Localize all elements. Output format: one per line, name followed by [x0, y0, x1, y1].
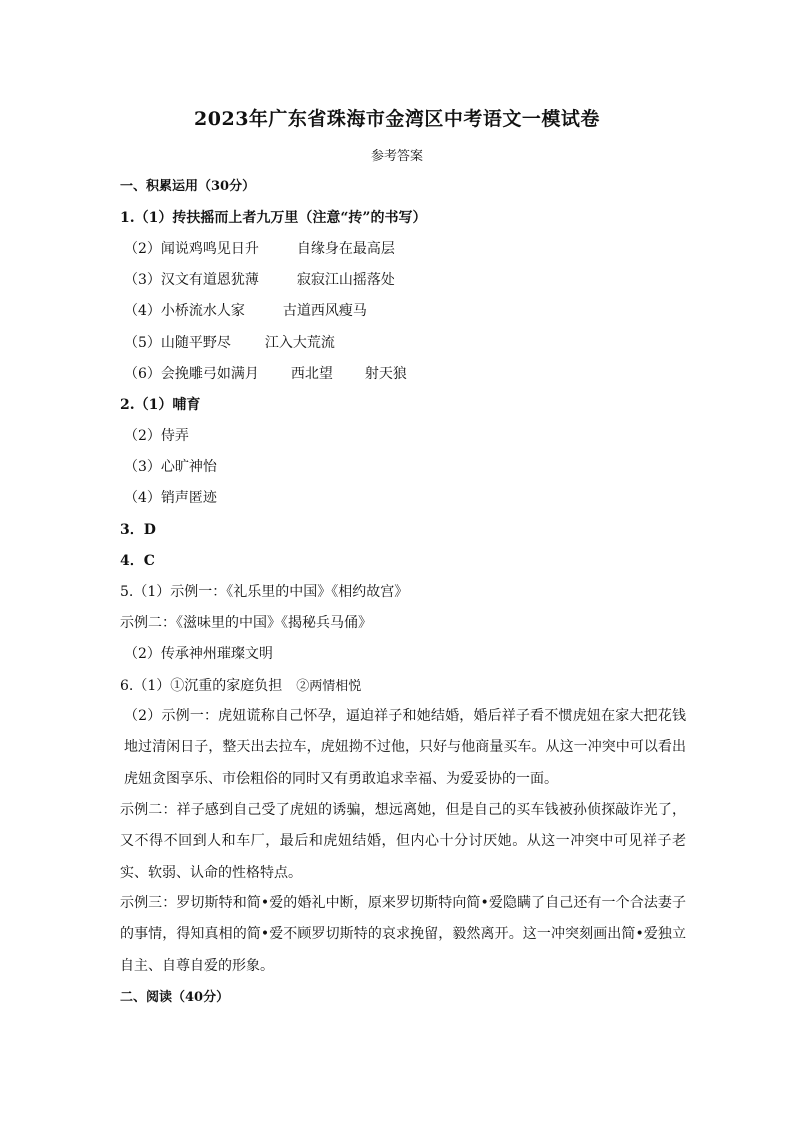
q4-answer: 4．C	[120, 553, 155, 569]
answer-line	[124, 333, 335, 353]
q6-1a: 6.（1）①沉重的家庭负担	[120, 678, 283, 694]
q6-1b: ②两情相悦	[296, 679, 362, 694]
answer-line	[120, 395, 200, 415]
q1-6c: 射天狼	[364, 366, 407, 382]
q5-line2: 示例二：《滋味里的中国》《揭秘兵马俑》	[120, 615, 372, 631]
q2-line3: （3）心旷神怡	[124, 459, 217, 475]
q6-paragraph-1: （2）示例一：虎妞谎称自己怀孕，逼迫祥子和她结婚，婚后祥子看不惯虎妞在家大把花钱地过清闲日子，整天出去拉车，虎妞拗不过他，只好与他商量买车。从这一冲突中可以看出虎妞贪图享乐、市侩粗俗的同时又有勇敢追求幸福、为爱妥协的一面。	[124, 708, 686, 787]
section-heading-1: 一、积累运用（30分）	[120, 179, 256, 194]
section-heading-2: 二、阅读（40分）	[120, 990, 230, 1005]
q1-5a: （5）山随平野尽	[124, 335, 231, 351]
q1-5b: 江入大荒流	[264, 335, 335, 351]
answer-line	[120, 208, 426, 228]
q1-2b: 自缘身在最高层	[296, 241, 395, 257]
answer-line	[124, 364, 407, 384]
q1-3b: 寂寂江山摇落处	[296, 272, 395, 288]
answer-line	[124, 301, 367, 321]
q1-4a: （4）小桥流水人家	[124, 303, 245, 319]
q5-line3: （2）传承神州璀璨文明	[124, 646, 273, 662]
q1-line1: 1.（1）抟扶摇而上者九万里（注意“抟”的书写）	[120, 210, 427, 226]
q1-6a: （6）会挽雕弓如满月	[124, 366, 259, 382]
page-subtitle: 参考答案	[370, 149, 423, 164]
q6-paragraph-2: 示例二：祥子感到自己受了虎妞的诱骗，想远离她，但是自己的买车钱被孙侦探敲诈光了，又不得不回到人和车厂，最后和虎妞结婚，但内心十分讨厌她。从这一冲突中可见祥子老实、软弱、认命的性格特点。	[120, 802, 686, 881]
q1-4b: 古道西风瘦马	[282, 303, 367, 319]
q5-line1: 5.（1）示例一：《礼乐里的中国》《相约故宫》	[120, 584, 409, 600]
q1-2a: （2）闻说鸡鸣见日升	[124, 241, 259, 257]
answer-line	[124, 239, 395, 259]
page-title: 2023年广东省珠海市金湾区中考语文一模试卷	[194, 108, 600, 130]
q2-line4: （4）销声匿迹	[124, 490, 217, 506]
q6-paragraph-3: 示例三：罗切斯特和简•爱的婚礼中断，原来罗切斯特向简•爱隐瞒了自己还有一个合法妻子的事情，得知真相的简•爱不顾罗切斯特的哀求挽留，毅然离开。这一冲突刻画出简•爱独立自主、自尊自爱的形象。	[120, 895, 686, 974]
q2-line2: （2）侍弄	[124, 428, 189, 444]
q3-answer: 3．D	[120, 522, 156, 538]
answer-line	[120, 676, 361, 697]
q1-6b: 西北望	[290, 366, 333, 382]
q2-line1: 2.（1）哺育	[120, 397, 201, 413]
answer-line	[124, 270, 395, 290]
q1-3a: （3）汉文有道恩犹薄	[124, 272, 259, 288]
